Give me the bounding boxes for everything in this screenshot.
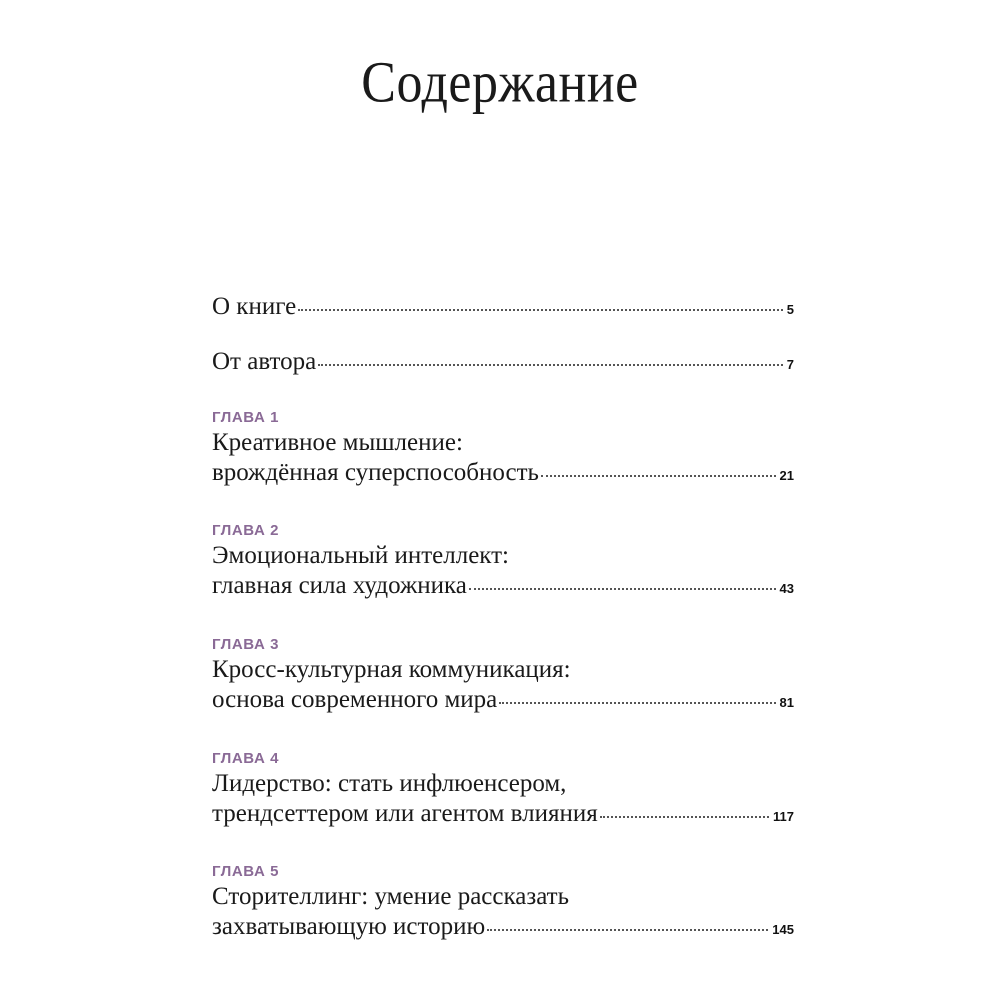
chapter-title-line-1: Лидерство: стать инфлюенсером, (212, 770, 567, 797)
toc-entry-line (212, 347, 794, 377)
toc-entry-from-author[interactable] (212, 347, 794, 377)
page-number: 43 (779, 581, 794, 596)
chapter-title-line-1: Кросс-культурная коммуникация: (212, 656, 571, 683)
toc-entry-title: О книге (212, 293, 297, 320)
toc-entry-line (212, 799, 794, 829)
dot-leader (499, 702, 775, 704)
page-number: 7 (786, 357, 794, 372)
toc-entry-chapter-3[interactable] (212, 635, 794, 715)
toc-entry-chapter-5[interactable] (212, 862, 794, 942)
page-number: 5 (786, 302, 794, 317)
dot-leader (541, 475, 776, 477)
chapter-title-line-2: врождённая суперспособность (212, 459, 539, 486)
chapter-title-line-2: трендсеттером или агентом влияния (212, 800, 598, 827)
toc-entry-line (212, 292, 794, 322)
dot-leader (298, 309, 783, 311)
toc-entry-chapter-2[interactable] (212, 521, 794, 601)
chapter-label: ГЛАВА 1 (212, 409, 280, 426)
dot-leader (318, 364, 783, 366)
chapter-title-line-2: основа современного мира (212, 686, 498, 713)
chapter-title-line-1: Эмоциональный интеллект: (212, 542, 509, 569)
page-title: Содержание (361, 51, 639, 115)
chapter-label: ГЛАВА 3 (212, 636, 280, 653)
chapter-title-line-1: Сторителлинг: умение рассказать (212, 883, 569, 910)
chapter-label: ГЛАВА 5 (212, 863, 280, 880)
dot-leader (469, 588, 776, 590)
toc-entry-title: От автора (212, 348, 317, 375)
chapter-title-line-1: Креативное мышление: (212, 429, 463, 456)
dot-leader (600, 816, 769, 818)
page-number: 145 (772, 922, 794, 937)
toc-entry-line (212, 912, 794, 942)
chapter-label: ГЛАВА 2 (212, 522, 280, 539)
toc-entry-chapter-1[interactable] (212, 408, 794, 488)
toc-entry-line (212, 571, 794, 601)
toc-entry-chapter-4[interactable] (212, 749, 794, 829)
page-number: 117 (773, 809, 794, 824)
page-number: 21 (779, 468, 794, 483)
chapter-title-line-2: захватывающую историю (212, 913, 486, 940)
toc-entry-line (212, 685, 794, 715)
chapter-label: ГЛАВА 4 (212, 750, 280, 767)
dot-leader (487, 929, 768, 931)
chapter-title-line-2: главная сила художника (212, 572, 467, 599)
toc-entry-line (212, 458, 794, 488)
toc-entry-about-book[interactable] (212, 292, 794, 322)
page-number: 81 (779, 695, 794, 710)
